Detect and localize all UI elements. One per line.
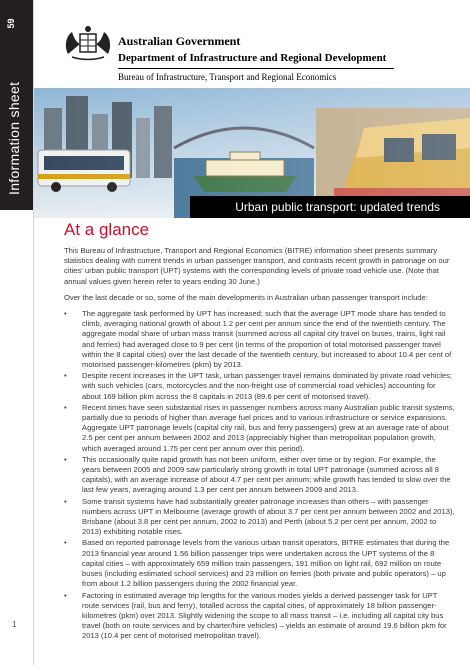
list-item: • Some transit systems have had substantially greater patronage increases than others – with passenger numbers across UPT in Melbourne (average growth of about 3.7 per cent per annum between 2002 and 2013), Brisbane (about 3.8 per cent per annum, 2002 to 2013) and Perth (about 5.2 per cent per annum, 2002 to 2013) exhibiting notable rises. — [64, 497, 456, 538]
intro-paragraph: This Bureau of Infrastructure, Transport and Regional Economics (BITRE) information sheet presents summary statistics dealing with current trends in urban passenger transport, and contrasts recent growth in patronage on our cities' urban public transport (UPT) systems with the corresponding levels of private road vehicle use. (Note that annual values given herein refer to years ending 30 June.) — [64, 246, 450, 286]
banner-title: Urban public transport: updated trends — [190, 196, 470, 218]
header-rule — [118, 68, 394, 69]
sidebar — [0, 0, 34, 665]
developments-list — [64, 309, 456, 642]
government-title: Australian Government — [118, 34, 241, 48]
sheet-number: 59 — [6, 18, 16, 29]
sheet-label: Information sheet — [6, 81, 22, 195]
header — [62, 20, 462, 84]
list-item: • Based on reported patronage levels from the various urban transit operators, BITRE estimates that during the 2013 financial year around 1.56 billion passenger trips were undertaken across the UPT systems of the 8 capital cities – with approximately 659 million train passengers, 191 million on light rail, 692 million on route buses (including estimated school services) and 23 million on ferries (both private and public operators) – up from about 1.2 billion passengers during the 2002 financial year. — [64, 538, 456, 589]
bureau-title: Bureau of Infrastructure, Transport and Regional Economics — [118, 72, 337, 82]
list-item: • Recent times have seen substantial rises in passenger numbers across many Australian public transit systems, partially due to periods of higher than average fuel prices and to various infrastructure or service expansions. Aggregate UPT patronage levels (capital city rail, bus and ferry passengers) grew at an average rate of about 2.5 per cent per annum between 2002 and 2013 (appreciably higher than metropolitan population growth, which averaged around 1.75 per cent per annum over this period). — [64, 403, 456, 454]
section-heading: At a glance — [64, 220, 150, 239]
page-number: 1 — [12, 620, 17, 629]
list-item: • The aggregate task performed by UPT has increased; such that the average UPT mode share has tended to climb, averaging national growth of about 1.2 per cent per annum since the end of the twentieth century. The aggregate modal share of urban mass transit (summed across all capital city travel on buses, trains, light rail and ferries) had averaged close to 9 per cent (in terms of the proportion of total motorised passenger travel within the 8 capital cities) over the last decade of the twentieth century, but increased to about 10.4 per cent of motorised passenger-kilometres (pkm) by 2013. — [64, 309, 456, 370]
main-content — [64, 220, 456, 643]
list-item: • Factoring in estimated average trip lengths for the various modes yields a derived passenger task for UPT route services (rail, bus and ferry), totalled across the capital cities, of approximately 18 billion passenger-kilometres (pkm) over 2013. Slightly widening the scope to all mass transit – i.e. including all capital city bus travel (both on route services and by charter/hire vehicles) – yields an estimate of around 19.6 billion pkm for 2013 (10.4 per cent of motorised metropolitan travel). — [64, 591, 456, 642]
lead-paragraph: Over the last decade or so, some of the main developments in Australian urban passenger transport include: — [64, 292, 428, 302]
list-item: • Despite recent increases in the UPT task, urban passenger travel remains dominated by private road vehicles; with such vehicles (cars, motorcycles and the non-freight use of commercial road vehicles) accounting for about 169 billion pkm across the 8 capitals in 2013 (89.6 per cent of motorised travel). — [64, 371, 456, 402]
department-title: Department of Infrastructure and Regional Development — [118, 52, 387, 64]
list-item: • This occasionally quite rapid growth has not been uniform, either over time or by region. For example, the years between 2005 and 2009 saw particularly strong growth in total UPT patronage (summed across all 8 capitals), with an average increase of about 4.7 per cent per annum; while growth has tended to slow over the last few years, averaging around 1.3 per cent per annum between 2009 and 2013. — [64, 455, 456, 496]
coat-of-arms-icon — [62, 24, 114, 64]
